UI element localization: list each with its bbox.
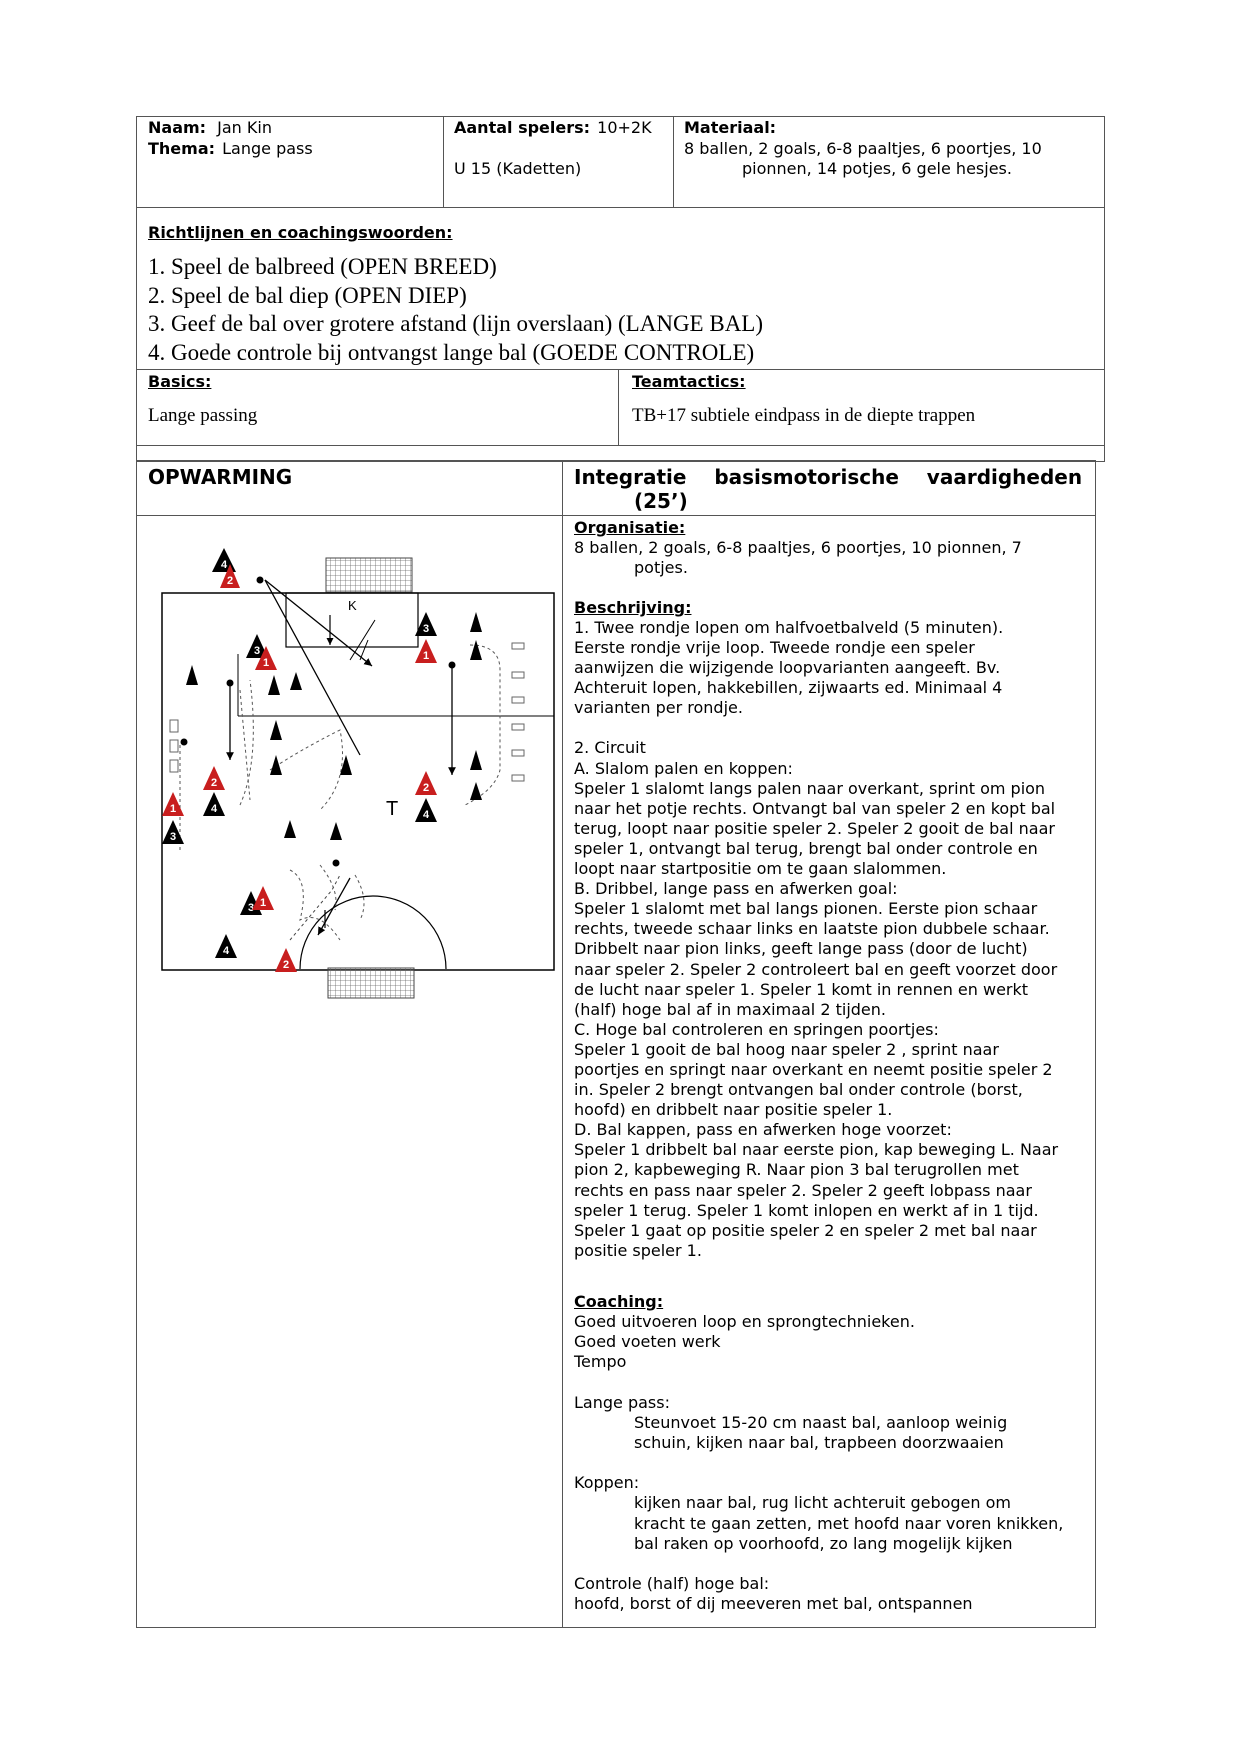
svg-text:2: 2 [422,782,430,794]
beschrijving-line: C. Hoge bal controleren en springen poortjes: [574,1019,939,1039]
materiaal-label: Materiaal: [684,118,777,137]
beschrijving-line: rechts, tweede schaar links en laatste pion dubbele schaar. [574,919,1050,939]
svg-text:1: 1 [259,897,267,909]
svg-text:2: 2 [226,575,234,587]
svg-text:1: 1 [169,803,177,815]
richtlijn-item: 1. Speel de balbreed (OPEN BREED) [148,254,497,279]
players [162,548,437,972]
svg-text:4: 4 [222,945,230,957]
spelers-row [454,118,669,138]
coaching-line: Goed uitvoeren loop en sprongtechnieken. [574,1312,915,1331]
trainer-label: T [386,798,399,820]
richtlijn-item: 4. Goede controle bij ontvangst lange bal (GOEDE CONTROLE) [148,339,755,365]
naam-label: Naam: [148,118,207,137]
teamtactics-title: Teamtactics: [632,372,746,391]
beschrijving-line: Speler 1 dribbelt bal naar eerste pion, kap beweging L. Naar [574,1140,1059,1160]
beschrijving-line: rechts en pass naar speler 2. Speler 2 geeft lobpass naar [574,1180,1032,1200]
exercise-diagram [140,520,560,1010]
naam-row [148,118,438,138]
coaching-line: Tempo [574,1352,627,1372]
svg-text:3: 3 [247,902,255,914]
coaching-line: Steunvoet 15-20 cm naast bal, aanloop weinig [634,1412,1008,1432]
organisatie-line1: 8 ballen, 2 goals, 6-8 paaltjes, 6 poortjes, 10 pionnen, 7 [574,538,1022,557]
beschrijving-line: Achteruit lopen, hakkebillen, zijwaarts ed. Minimaal 4 [574,678,1003,698]
organisatie-line2: potjes. [634,558,688,577]
controle-label: Controle (half) hoge bal: [574,1574,770,1594]
organisatie-title: Organisatie: [574,518,686,537]
svg-text:3: 3 [422,623,430,635]
beschrijving-line: Speler 1 slalomt langs palen naar overkant, sprint om pion [574,778,1046,798]
beschrijving-line: Speler 1 gaat op positie speler 2 en speler 2 met bal naar [574,1220,1037,1240]
integratie-title-line1: Integratie basismotorische vaardigheden [574,465,1083,489]
materiaal-line1: 8 ballen, 2 goals, 6-8 paaltjes, 6 poortjes, 10 [684,139,1042,158]
beschrijving-line: pion 2, kapbeweging R. Naar pion 3 bal terugrollen met [574,1160,1019,1180]
coaching-line: hoofd, borst of dij meeveren met bal, ontspannen [574,1594,973,1614]
svg-text:4: 4 [210,803,218,815]
beschrijving-line: in. Speler 2 brengt ontvangen bal onder controle (borst, [574,1080,1023,1100]
svg-text:1: 1 [422,650,430,662]
coaching-line: kracht te gaan zetten, met hoofd naar voren knikken, [634,1513,1064,1533]
svg-text:4: 4 [220,559,228,571]
svg-text:2: 2 [210,777,218,789]
svg-text:3: 3 [169,831,177,843]
beschrijving-line: naar speler 2. Speler 2 controleert bal en geeft voorzet door [574,959,1058,979]
beschrijving-line: positie speler 1. [574,1240,702,1260]
naam-value: Jan Kin [217,118,272,137]
beschrijving-text [574,618,1094,1261]
beschrijving-line: A. Slalom palen en koppen: [574,758,793,778]
richtlijn-item: 2. Speel de bal diep (OPEN DIEP) [148,282,467,308]
materiaal-line2: pionnen, 14 potjes, 6 gele hesjes. [742,159,1012,178]
basics-title: Basics: [148,372,212,391]
svg-text:1: 1 [262,657,270,669]
paaltjes [170,720,178,772]
beschrijving-line: B. Dribbel, lange pass en afwerken goal: [574,879,898,899]
thema-label: Thema: [148,139,216,158]
beschrijving-line: D. Bal kappen, pass en afwerken hoge voorzet: [574,1120,952,1140]
beschrijving-line: aanwijzen die wijzigende loopvarianten aangeeft. Bv. [574,658,1001,678]
penalty-arc [300,896,446,969]
thema-row [148,139,438,159]
beschrijving-line: speler 1, ontvangt bal terug, brengt bal onder controle en [574,838,1038,858]
beschrijving-line: speler 1 terug. Speler 1 komt inlopen en werkt af in 1 tijd. [574,1200,1039,1220]
beschrijving-line: poortjes en springt naar overkant en neemt positie speler 2 [574,1059,1053,1079]
beschrijving-line: (half) hoge bal af in maximaal 2 tijden. [574,999,886,1019]
svg-text:4: 4 [422,809,430,821]
beschrijving-line: terug, loopt naar positie speler 2. Speler 2 gooit de bal naar [574,818,1055,838]
beschrijving-line: 2. Circuit [574,738,646,758]
richtlijn-item: 3. Geef de bal over grotere afstand (lijn overslaan) (LANGE BAL) [148,311,764,336]
beschrijving-line: de lucht naar speler 1. Speler 1 komt in rennen en werkt [574,979,1029,999]
beschrijving-line: loopt naar startpositie om te gaan slalommen. [574,859,947,879]
spelers-value: 10+2K [597,118,652,137]
svg-text:2: 2 [282,959,290,971]
beschrijving-line: Speler 1 gooit de bal hoog naar speler 2 , sprint naar [574,1039,999,1059]
coaching-text [574,1312,1094,1614]
opwarming-title: OPWARMING [148,465,293,489]
ball-markers [181,577,456,867]
beschrijving-line: Dribbelt naar pion links, geeft lange pass (door de lucht) [574,939,1028,959]
integratie-title-line2: (25’) [634,489,688,513]
beschrijving-line: naar het potje rechts. Ontvangt bal van speler 2 en kopt bal [574,798,1056,818]
lange-pass-label: Lange pass: [574,1392,670,1412]
beschrijving-line: 1. Twee rondje lopen om halfvoetbalveld (5 minuten). [574,618,1004,637]
richtlijnen-title: Richtlijnen en coachingswoorden: [148,223,453,242]
goal-top [326,558,412,592]
teamtactics-value: TB+17 subtiele eindpass in de diepte trappen [632,405,976,426]
koppen-label: Koppen: [574,1473,640,1493]
goal-bottom [328,968,414,998]
richtlijnen-list [148,253,1098,367]
categorie: U 15 (Kadetten) [454,159,582,178]
coaching-title: Coaching: [574,1292,664,1311]
beschrijving-title: Beschrijving: [574,598,692,617]
svg-text:3: 3 [253,645,261,657]
coaching-line: Goed voeten werk [574,1332,721,1352]
coaching-line: bal raken op voorhoofd, zo lang mogelijk kijken [634,1533,1013,1553]
beschrijving-line: Eerste rondje vrije loop. Tweede rondje een speler [574,638,975,658]
keeper-label: K [348,598,357,613]
beschrijving-line: Speler 1 slalomt met bal langs pionen. Eerste pion schaar [574,899,1038,919]
beschrijving-line [574,718,1094,738]
basics-value: Lange passing [148,405,258,426]
beschrijving-line: varianten per rondje. [574,698,743,718]
coaching-line: kijken naar bal, rug licht achteruit gebogen om [634,1493,1011,1513]
coaching-line: schuin, kijken naar bal, trapbeen doorzwaaien [634,1433,1004,1453]
spelers-label: Aantal spelers: [454,118,591,137]
thema-value: Lange pass [222,139,313,158]
beschrijving-line: hoofd) en dribbelt naar positie speler 1. [574,1100,893,1120]
poortjes [512,643,524,781]
